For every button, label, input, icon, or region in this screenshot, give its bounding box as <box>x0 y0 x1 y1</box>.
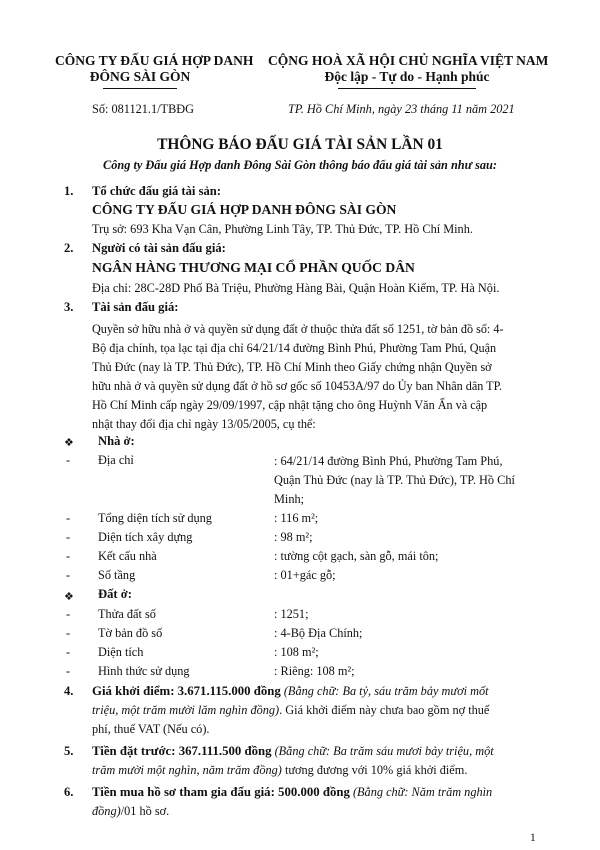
section-3-number: 3. <box>64 300 74 314</box>
row-value: : 64/21/14 đường Bình Phú, Phường Tam Phú, Quận Thủ Đức (nay là TP. Thủ Đức), TP. Hồ Chí Minh; <box>274 454 515 506</box>
row-label: Diện tích <box>98 645 144 659</box>
asset-description-line: Thủ Đức (nay là TP. Thủ Đức), TP. Hồ Chí Minh theo Giấy chứng nhận Quyền sở <box>92 360 492 374</box>
row-value: : 98 m²; <box>274 530 313 544</box>
row-value: : 01+gác gỗ; <box>274 568 336 582</box>
section-4-number: 4. <box>64 684 74 698</box>
row-label: Số tầng <box>98 568 136 582</box>
nation-header <box>268 53 549 85</box>
section-6-number: 6. <box>64 785 74 799</box>
intro-text: Công ty Đấu giá Hợp danh Đông Sài Gòn thông báo đấu giá tài sản như sau: <box>103 158 497 172</box>
asset-description-line: Bộ địa chính, tọa lạc tại địa chỉ 64/21/14 đường Bình Phú, Phường Tam Phú, Quận <box>92 341 497 355</box>
deposit-amount: 367.111.500 đồng <box>178 744 272 758</box>
asset-owner-name: NGÂN HÀNG THƯƠNG MẠI CỔ PHẦN QUỐC DÂN <box>92 260 415 275</box>
nation-motto-line1: CỘNG HOÀ XÃ HỘI CHỦ NGHĨA VIỆT NAM <box>268 53 549 68</box>
section-2-number: 2. <box>64 241 74 255</box>
asset-description-line: nhật thay đổi địa chỉ ngày 13/05/2005, cụ thể: <box>92 417 316 431</box>
row-value: : 116 m²; <box>274 511 319 525</box>
section-1-label: Tổ chức đấu giá tài sản: <box>92 184 221 198</box>
starting-price-line3: phí, thuế VAT (Nếu có). <box>92 722 210 736</box>
document-page: CÔNG TY ĐẤU GIÁ HỢP DANH ĐÔNG SÀI GÒN CỘNG HOÀ XÃ HỘI CHỦ NGHĨA VIỆT NAM Độc lập - Tự do - Hạnh phúc Số: 081121.1/TBĐG TP. Hồ Chí Minh, ngày 23 tháng 11 năm 2021 THÔNG BÁO ĐẤU GIÁ TÀI SẢN LẦN 01 Công ty Đấu giá Hợp danh Đông Sài Gòn thông báo đấu giá tài sản như sau: 1. Tổ chức đấu giá tài sản: CÔNG TY ĐẤU GIÁ HỢP DANH ĐÔNG SÀI GÒN Trụ sở: 693 Kha Vạn Cân, Phường Linh Tây, TP. Thủ Đức, TP. Hồ Chí Minh. 2. Người có tài sản đấu giá: NGÂN HÀNG THƯƠNG MẠI CỔ PHẦN QUỐC DÂN Địa chỉ: 28C-28D Phố Bà Triệu, Phường Hàng Bài, Quận Hoàn Kiếm, TP. Hà Nội. 3. Tài sản đấu giá: Quyền sở hữu nhà ở và quyền sử dụng đất ở thuộc thửa đất số 1251, tờ bản đồ số: 4- Bộ địa chính, tọa lạc tại địa chỉ 64/21/14 đường Bình Phú, Phường Tam Phú, Quận Thủ Đức (nay là TP. Thủ Đức), TP. Hồ Chí Minh theo Giấy chứng nhận Quyền sở hữu nhà ở và quyền sử dụng đất ở hồ sơ gốc số 10453A/97 do Ủy ban Nhân dân TP. Hồ Chí Minh cấp ngày 29/09/1997, cập nhật tặng cho ông Huỳnh Văn Ấn và cập nhật thay đổi địa chỉ ngày 13/05/2005, cụ thể: ❖ Nhà ở: - Địa chỉ : 64/21/14 đường Bình Phú, Phường Tam Phú, Quận Thủ Đức (nay là TP. Thủ Đức), TP. Hồ Chí Minh; - Tổng diện tích sử dụng : 116 m²; - Diện tích xây dựng : 98 m²; - Kết cấu nhà : tường cột gạch, sàn gỗ, mái tôn; - Số tầng : 01+gác gỗ; ❖ Đất ở: - Thửa đất số : 1251; - Tờ bản đồ số : 4-Bộ Địa Chính; - Diện tích : 108 m²; - Hình thức sử dụng : Riêng: 108 m²; 4. Giá khởi điểm: 3.671.115.000 đồng (Bằng chữ: Ba tỷ, sáu trăm bảy mươi mốt triệu, một trăm mười lăm nghìn đồng). Giá khởi điểm này chưa bao gồm nợ thuế phí, thuế VAT (Nếu có). 5. Tiền đặt trước: 367.111.500 đồng (Bằng chữ: Ba trăm sáu mươi bảy triệu, một trăm mười một nghìn, năm trăm đồng) tương đương với 10% giá khởi điểm. 6. Tiền mua hồ sơ tham gia đấu giá: 500.000 đồng (Bằng chữ: Năm trăm nghìn đồng)/01 hồ sơ. 1 <box>0 0 600 850</box>
company-underline <box>103 88 177 89</box>
section-2-label: Người có tài sản đấu giá: <box>92 241 226 255</box>
dossier-fee-label: Tiền mua hồ sơ tham gia đấu giá: <box>92 785 279 799</box>
row-label: Diện tích xây dựng <box>98 530 193 544</box>
deposit-line2: trăm mười một nghìn, năm trăm đồng) tương đương với 10% giá khởi điểm. <box>92 763 468 777</box>
row-value: : 1251; <box>274 607 309 621</box>
motto-underline <box>338 88 476 89</box>
asset-owner-address: Địa chỉ: 28C-28D Phố Bà Triệu, Phường Hàng Bài, Quận Hoàn Kiếm, TP. Hà Nội. <box>92 281 500 295</box>
document-number: Số: 081121.1/TBĐG <box>92 102 195 116</box>
section-1-number: 1. <box>64 184 74 198</box>
asset-description-line: Quyền sở hữu nhà ở và quyền sử dụng đất ở thuộc thửa đất số 1251, tờ bản đồ số: 4- <box>92 322 504 336</box>
row-label: Hình thức sử dụng <box>98 664 190 678</box>
row-value: : tường cột gạch, sàn gỗ, mái tôn; <box>274 549 439 563</box>
auction-org-address: Trụ sở: 693 Kha Vạn Cân, Phường Linh Tây, TP. Thủ Đức, TP. Hồ Chí Minh. <box>92 222 473 236</box>
auction-org-name: CÔNG TY ĐẤU GIÁ HỢP DANH ĐÔNG SÀI GÒN <box>92 202 397 217</box>
land-label: Đất ở: <box>98 587 132 601</box>
starting-price-label: Giá khởi điểm: <box>92 684 178 698</box>
asset-description-line: Hồ Chí Minh cấp ngày 29/09/1997, cập nhật tặng cho ông Huỳnh Văn Ấn và cập <box>92 398 488 412</box>
row-label: Địa chỉ <box>98 453 134 467</box>
starting-price-amount: 3.671.115.000 đồng <box>177 684 281 698</box>
dossier-fee-amount: 500.000 đồng <box>278 785 350 799</box>
deposit-label: Tiền đặt trước: <box>92 744 179 758</box>
asset-description <box>92 320 504 434</box>
company-name-line2: ĐÔNG SÀI GÒN <box>89 69 191 84</box>
section-3-label: Tài sản đấu giá: <box>92 300 179 314</box>
row-value: : 108 m²; <box>274 645 319 659</box>
diamond-bullet-icon: ❖ <box>64 437 74 449</box>
row-label: Kết cấu nhà <box>98 549 157 563</box>
section-5-number: 5. <box>64 744 74 758</box>
place-date: TP. Hồ Chí Minh, ngày 23 tháng 11 năm 2021 <box>288 102 515 116</box>
deposit-line1: Tiền đặt trước: 367.111.500 đồng (Bằng chữ: Ba trăm sáu mươi bảy triệu, một <box>92 744 494 758</box>
company-name-line1: CÔNG TY ĐẤU GIÁ HỢP DANH <box>55 53 254 68</box>
row-value: : Riêng: 108 m²; <box>274 664 355 678</box>
starting-price-line2: triệu, một trăm mười lăm nghìn đồng). Giá khởi điểm này chưa bao gồm nợ thuế <box>92 703 490 717</box>
dossier-fee-line1: Tiền mua hồ sơ tham gia đấu giá: 500.000 đồng (Bằng chữ: Năm trăm nghìn <box>92 785 493 799</box>
nation-motto-line2: Độc lập - Tự do - Hạnh phúc <box>324 69 490 84</box>
starting-price-line1: Giá khởi điểm: 3.671.115.000 đồng (Bằng chữ: Ba tỷ, sáu trăm bảy mươi mốt <box>92 684 489 698</box>
house-label: Nhà ở: <box>98 434 135 448</box>
row-label: Tổng diện tích sử dụng <box>98 511 212 525</box>
row-label: Thửa đất số <box>98 607 156 621</box>
page-number: 1 <box>530 832 536 844</box>
dossier-fee-line2: đồng)/01 hồ sơ. <box>92 804 170 818</box>
row-value: : 4-Bộ Địa Chính; <box>274 626 363 640</box>
row-label: Tờ bản đồ số <box>98 626 163 640</box>
page-title: THÔNG BÁO ĐẤU GIÁ TÀI SẢN LẦN 01 <box>157 136 443 153</box>
company-header <box>55 53 254 85</box>
diamond-bullet-icon: ❖ <box>64 591 74 603</box>
asset-description-line: hữu nhà ở và quyền sử dụng đất ở hồ sơ gốc số 10453A/97 do Ủy ban Nhân dân TP. <box>92 379 503 393</box>
